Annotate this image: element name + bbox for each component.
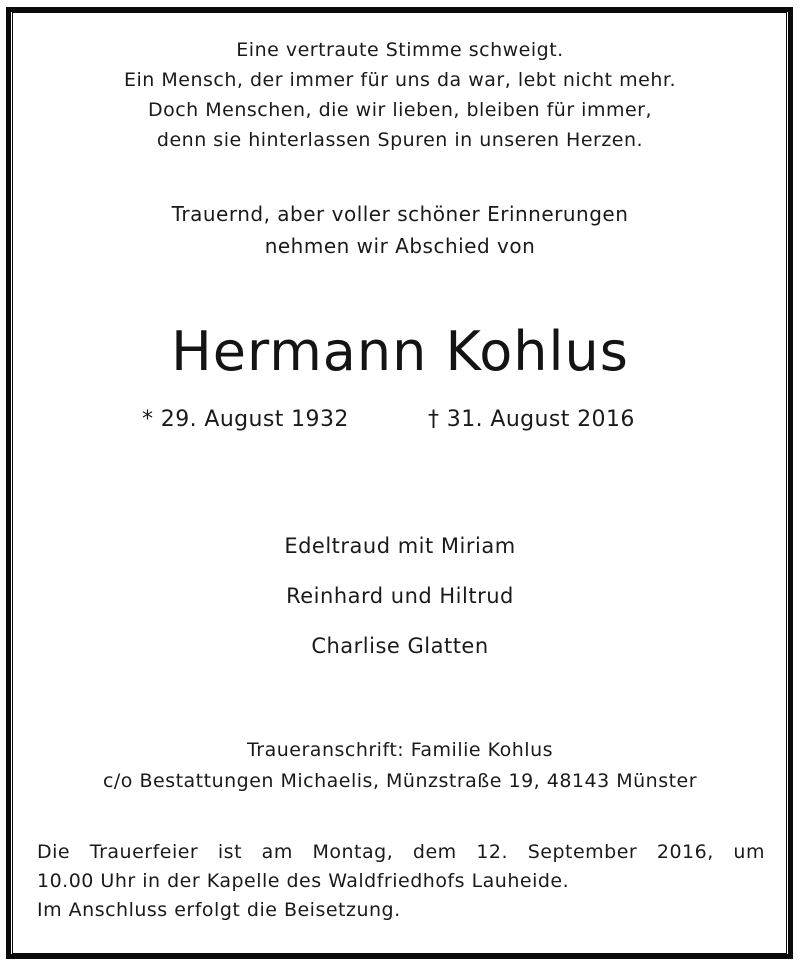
farewell-intro: [0, 198, 800, 262]
mourner-name: Charlise Glatten: [311, 634, 489, 658]
mourner-name: Reinhard und Hiltrud: [286, 584, 514, 608]
deceased-name: Hermann Kohlus: [171, 320, 629, 383]
poem-verse: [0, 35, 800, 155]
intro-line: nehmen wir Abschied von: [264, 234, 536, 258]
intro-line: Trauernd, aber voller schöner Erinnerungen: [171, 202, 629, 226]
address-line: Traueranschrift: Familie Kohlus: [246, 739, 554, 761]
birth-date: * 29. August 1932: [142, 407, 349, 432]
funeral-service-info: [37, 838, 777, 925]
poem-line: denn sie hinterlassen Spuren in unseren Herzen.: [156, 129, 644, 151]
mourning-address: [0, 735, 800, 797]
service-line: Im Anschluss erfolgt die Beisetzung.: [37, 899, 401, 921]
death-date: † 31. August 2016: [428, 407, 635, 432]
service-line: Die Trauerfeier ist am Montag, dem 12. September 2016, um: [37, 841, 765, 863]
address-line: c/o Bestattungen Michaelis, Münzstraße 19, 48143 Münster: [102, 770, 698, 792]
poem-line: Eine vertraute Stimme schweigt.: [236, 39, 564, 61]
poem-line: Doch Menschen, die wir lieben, bleiben für immer,: [147, 99, 653, 121]
poem-line: Ein Mensch, der immer für uns da war, lebt nicht mehr.: [124, 69, 676, 91]
mourner-name: Edeltraud mit Miriam: [284, 534, 516, 558]
service-line: 10.00 Uhr in der Kapelle des Waldfriedhofs Lauheide.: [37, 870, 570, 892]
